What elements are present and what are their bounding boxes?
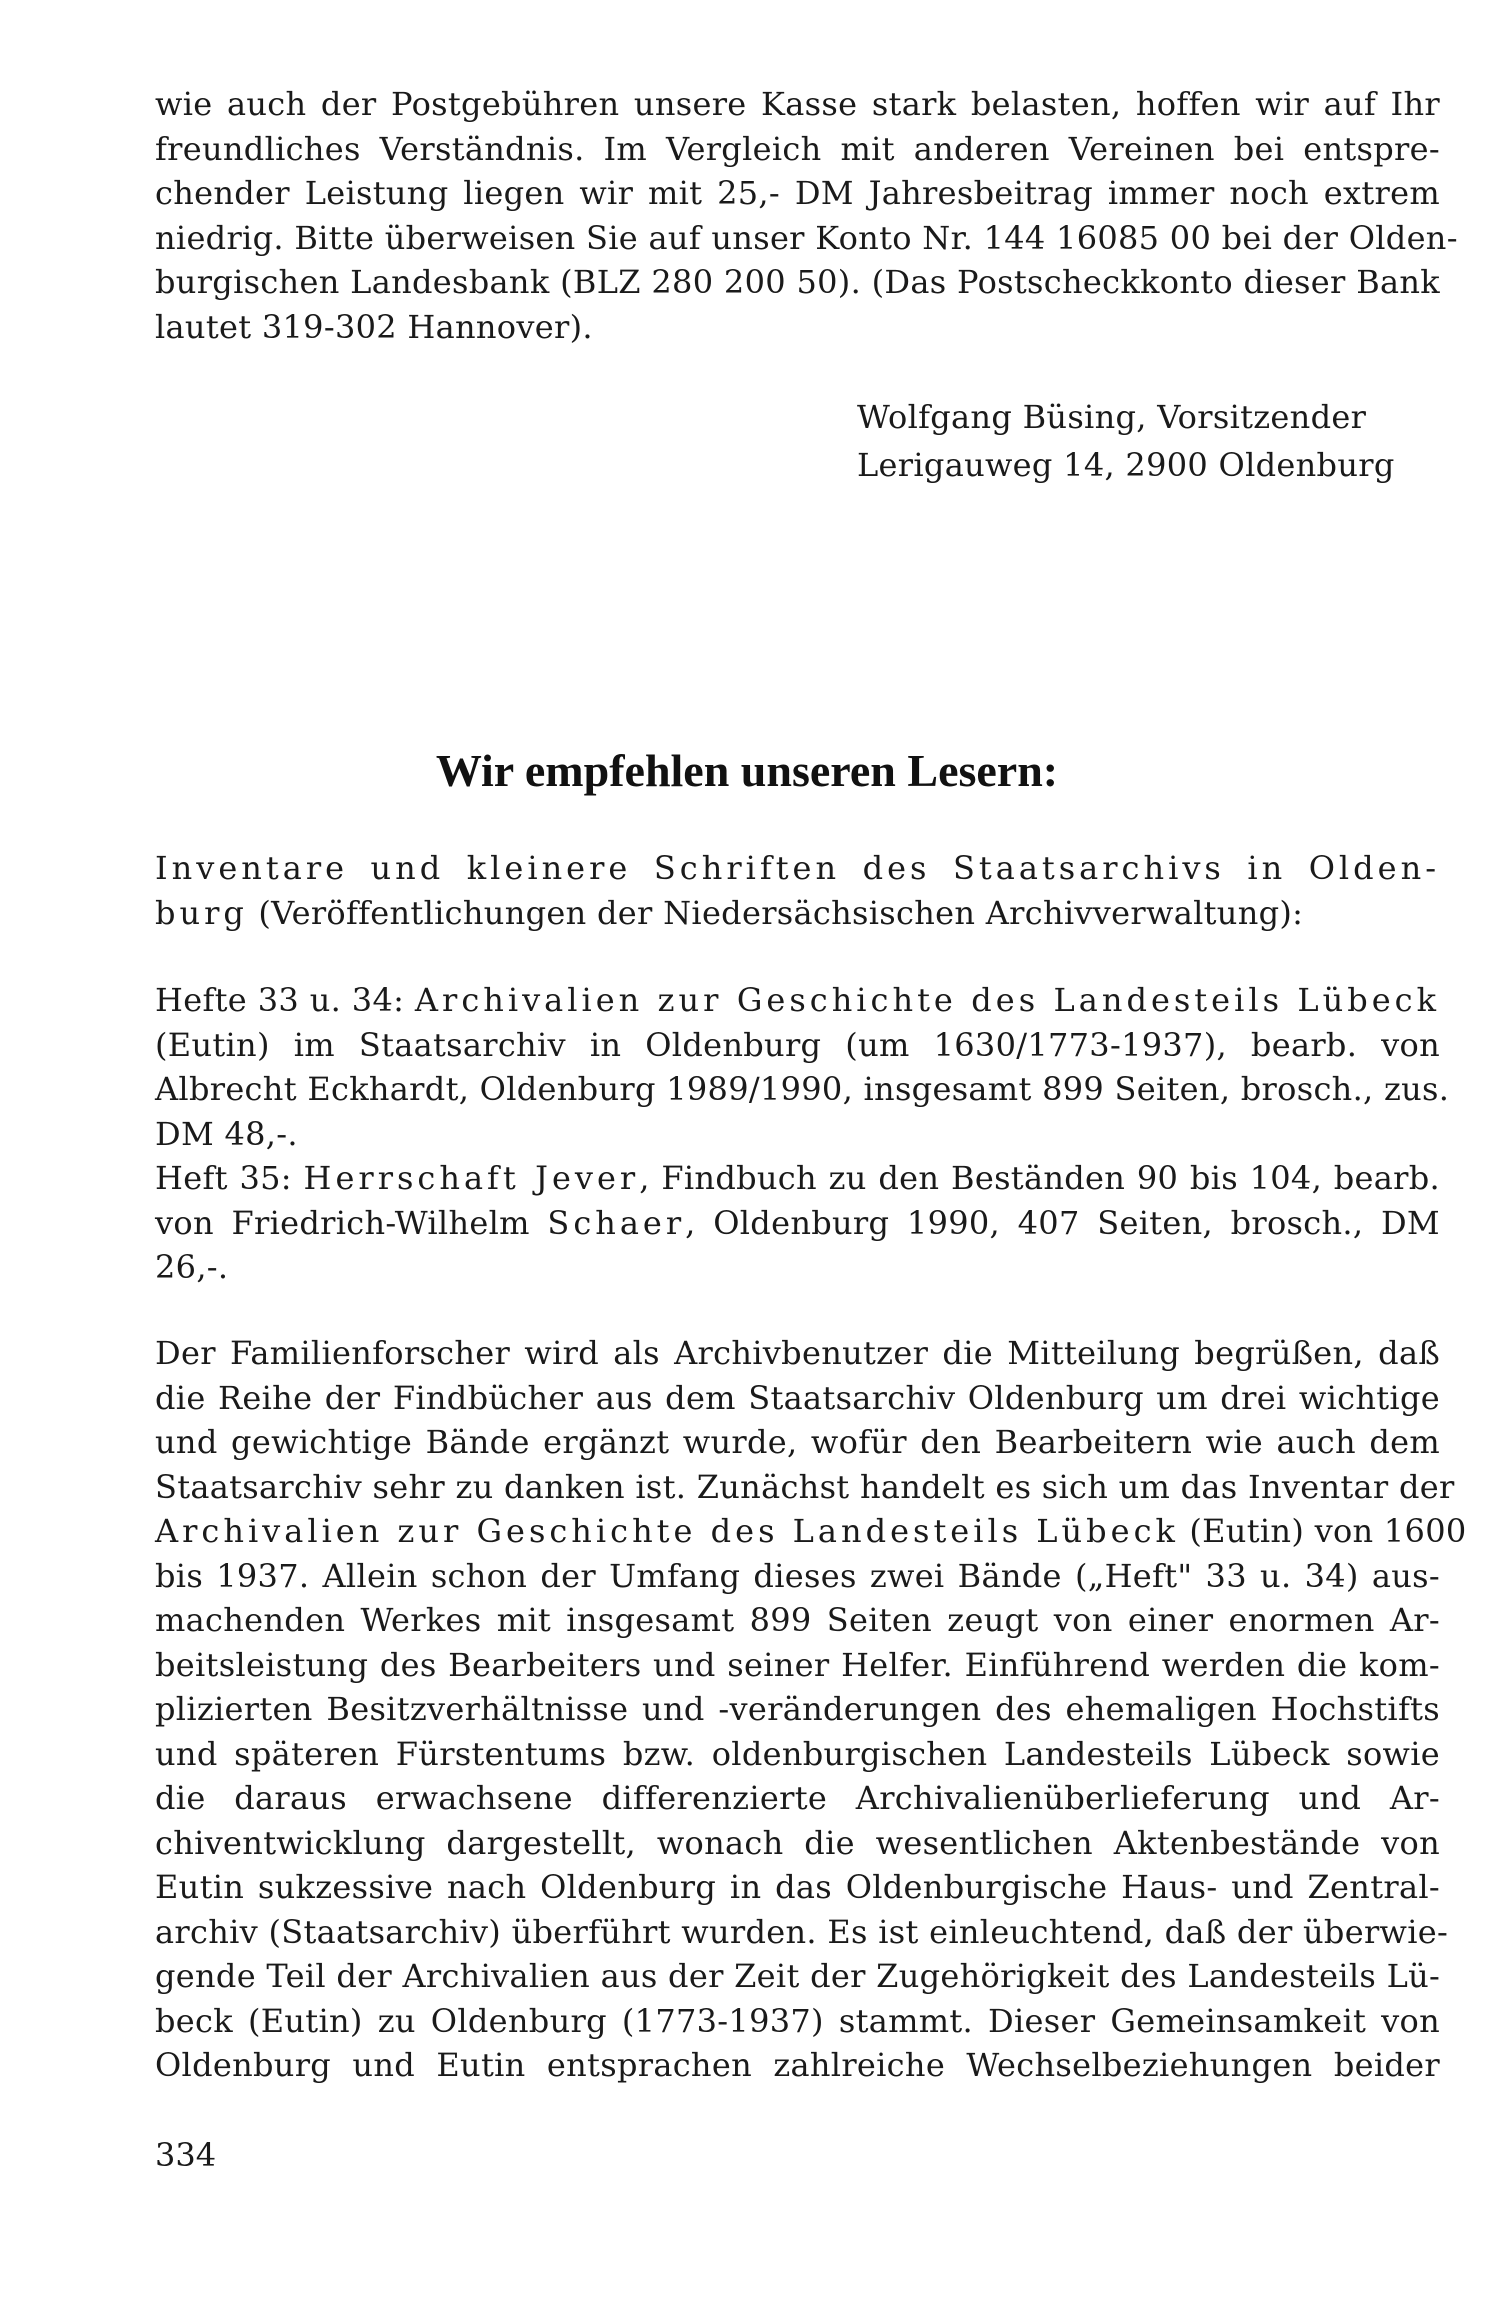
book-entry-line [155,1201,1440,1246]
text-line: machenden Werkes mit insgesamt 899 Seiten zeugt von einer enormen Ar- [155,1601,1440,1639]
text-line: bis 1937. Allein schon der Umfang dieses zwei Bände („Heft" 33 u. 34) aus- [155,1556,1440,1595]
text-line [155,891,1440,936]
text-line: beck (Eutin) zu Oldenburg (1773-1937) stammt. Dieser Gemeinsamkeit von [155,2001,1440,2040]
text-line: archiv (Staatsarchiv) überführt wurden. Es ist einleuchtend, daß der überwie- [155,1912,1449,1951]
inventory-title: Archivalien zur Geschichte des Landesteils Lübeck [155,1512,1179,1550]
book-list [155,978,1450,1290]
series-title: Inventare und kleinere Schriften des Staatsarchivs in Olden- [155,849,1440,887]
series-title-continuation: burg [155,893,248,932]
text-line: gende Teil der Archivalien aus der Zeit der Zugehörigkeit des Landesteils Lü- [155,1957,1441,1995]
text-line [155,1509,1467,1554]
book-entry-line: DM 48,-. [155,1114,298,1153]
book-entry-line [155,978,1440,1023]
text-line: lautet 319-302 Hannover). [155,307,593,346]
book-entry-text: , Findbuch zu den Beständen 90 bis 104, bearb. [639,1159,1441,1197]
book-entry-text: , Oldenburg 1990, 407 Seiten, brosch., DM [685,1203,1440,1242]
book-author: Schaer [547,1203,686,1242]
book-entry-line [155,1156,1440,1201]
text-line: niedrig. Bitte überweisen Sie auf unser Konto Nr. 144 16085 00 bei der Olden- [155,218,1458,257]
text-line: freundliches Verständnis. Im Vergleich mit anderen Vereinen bei entspre- [155,129,1440,168]
intro-paragraph [155,82,1458,349]
text-line: chender Leistung liegen wir mit 25,- DM Jahresbeitrag immer noch extrem [155,174,1440,212]
text-line: Der Familienforscher wird als Archivbenutzer die Mitteilung begrüßen, daß [155,1334,1440,1372]
book-entry-prefix: Heft 35: [155,1159,304,1197]
text-line: und gewichtige Bände ergänzt wurde, wofür den Bearbeitern wie auch dem [155,1423,1440,1461]
book-entry-line: 26,-. [155,1248,229,1286]
book-entry-line: Albrecht Eckhardt, Oldenburg 1989/1990, insgesamt 899 Seiten, brosch., zus. [155,1070,1450,1108]
text-line: und späteren Fürstentums bzw. oldenburgischen Landesteils Lübeck sowie [155,1734,1440,1773]
text-line: Eutin sukzessive nach Oldenburg in das Oldenburgische Haus- und Zentral- [155,1868,1440,1906]
signature-address: Lerigauweg 14, 2900 Oldenburg [857,446,1395,484]
text-line: beitsleistung des Bearbeiters und seiner Helfer. Einführend werden die kom- [155,1645,1440,1684]
text-line: burgischen Landesbank (BLZ 280 200 50). (Das Postscheckkonto dieser Bank [155,263,1440,301]
section-heading: Wir empfehlen unseren Lesern: [435,745,1059,796]
book-entry-prefix: Hefte 33 u. 34: [155,981,415,1019]
text-line: wie auch der Postgebühren unsere Kasse stark belasten, hoffen wir auf Ihr [155,85,1440,123]
review-paragraph [155,1331,1467,2088]
page-number: 334 [155,2136,217,2174]
book-title: Archivalien zur Geschichte des Landesteils Lübeck [414,981,1440,1019]
book-title: Herrschaft Jever [303,1159,640,1197]
text-line: plizierten Besitzverhältnisse und -veränderungen des ehemaligen Hochstifts [155,1690,1440,1728]
series-intro [155,846,1440,935]
text-fragment: (Eutin) von 1600 [1178,1512,1467,1550]
text-line: chiventwicklung dargestellt, wonach die wesentlichen Aktenbestände von [155,1823,1440,1862]
signature-block [857,393,1395,489]
text-line: Staatsarchiv sehr zu danken ist. Zunächst handelt es sich um das Inventar der [155,1467,1455,1506]
series-description: (Veröffentlichungen der Niedersächsischen Archivverwaltung): [247,893,1304,932]
text-line: die daraus erwachsene differenzierte Archivalienüberlieferung und Ar- [155,1779,1440,1817]
text-line: Oldenburg und Eutin entsprachen zahlreiche Wechselbeziehungen beider [155,2046,1440,2084]
book-entry-line: (Eutin) im Staatsarchiv in Oldenburg (um 1630/1773-1937), bearb. von [155,1025,1440,1064]
book-entry-text: von Friedrich-Wilhelm [155,1203,548,1242]
signature-name: Wolfgang Büsing, Vorsitzender [857,398,1367,436]
text-line: die Reihe der Findbücher aus dem Staatsarchiv Oldenburg um drei wichtige [155,1378,1440,1417]
